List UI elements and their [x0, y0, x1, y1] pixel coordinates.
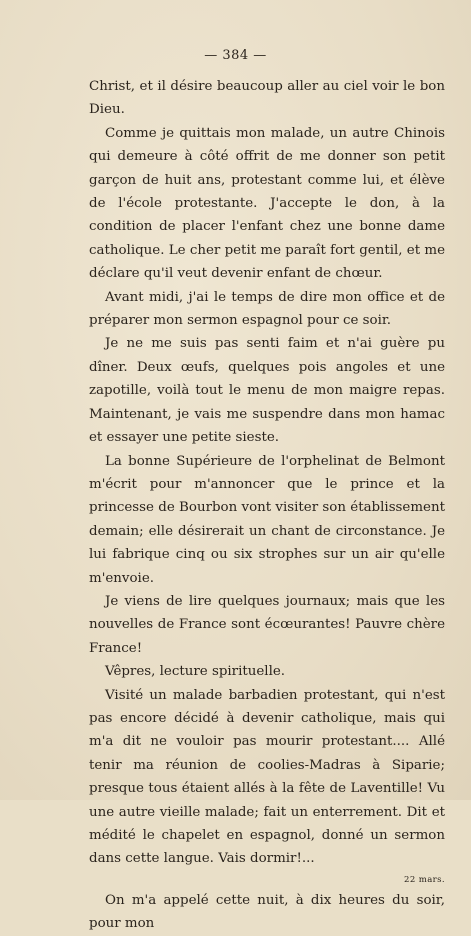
paragraph: Comme je quittais mon malade, un autre Chinois qui demeure à côté offrit de me donner son petit garçon de huit ans, protestant comme lui, et élève de l'école protestante. J'accepte le don, à la condition de placer l'enfant chez une bonne dame catholique. Le cher petit me paraît fort gentil, et me déclare qu'il veut devenir enfant de chœur. [89, 125, 445, 282]
paragraph: Christ, et il désire beaucoup aller au ciel voir le bon Dieu. [89, 79, 445, 118]
final-paragraph: On m'a appelé cette nuit, à dix heures du soir, pour mon [89, 892, 445, 932]
page-number: — 384 — [204, 48, 267, 63]
paragraph: Avant midi, j'ai le temps de dire mon office et de préparer mon sermon espagnol pour ce soir. [89, 289, 445, 329]
body-text [89, 75, 445, 936]
paragraph: Vêpres, lecture spirituelle. [105, 664, 286, 680]
paragraph: Visité un malade barbadien protestant, qui n'est pas encore décidé à devenir catholique, mais qui m'a dit ne vouloir pas mourir protestant.... Allé tenir ma réunion de coolies-Madras à Siparie; presque tous étaient allés à la fête de Laventille! Vu une autre vieille malade; fait un enterrement. Dit et médité le chapelet en espagnol, donné un sermon dans cette langue. Vais dormir!... [89, 687, 445, 867]
paragraph: Je ne me suis pas senti faim et n'ai guère pu dîner. Deux œufs, quelques pois angoles et une zapotille, voilà tout le menu de mon maigre repas. Maintenant, je vais me suspendre dans mon hamac et essayer une petite sieste. [89, 336, 445, 446]
dateline: 22 mars. [404, 874, 445, 885]
paragraph: Je viens de lire quelques journaux; mais que les nouvelles de France sont écœurantes! Pauvre chère France! [89, 593, 445, 656]
paragraph: La bonne Supérieure de l'orphelinat de Belmont m'écrit pour m'annoncer que le prince et la princesse de Bourbon vont visiter son établissement demain; elle désirerait un chant de circonstance. Je lui fabrique cinq ou six strophes sur un air qu'elle m'envoie. [89, 453, 445, 586]
